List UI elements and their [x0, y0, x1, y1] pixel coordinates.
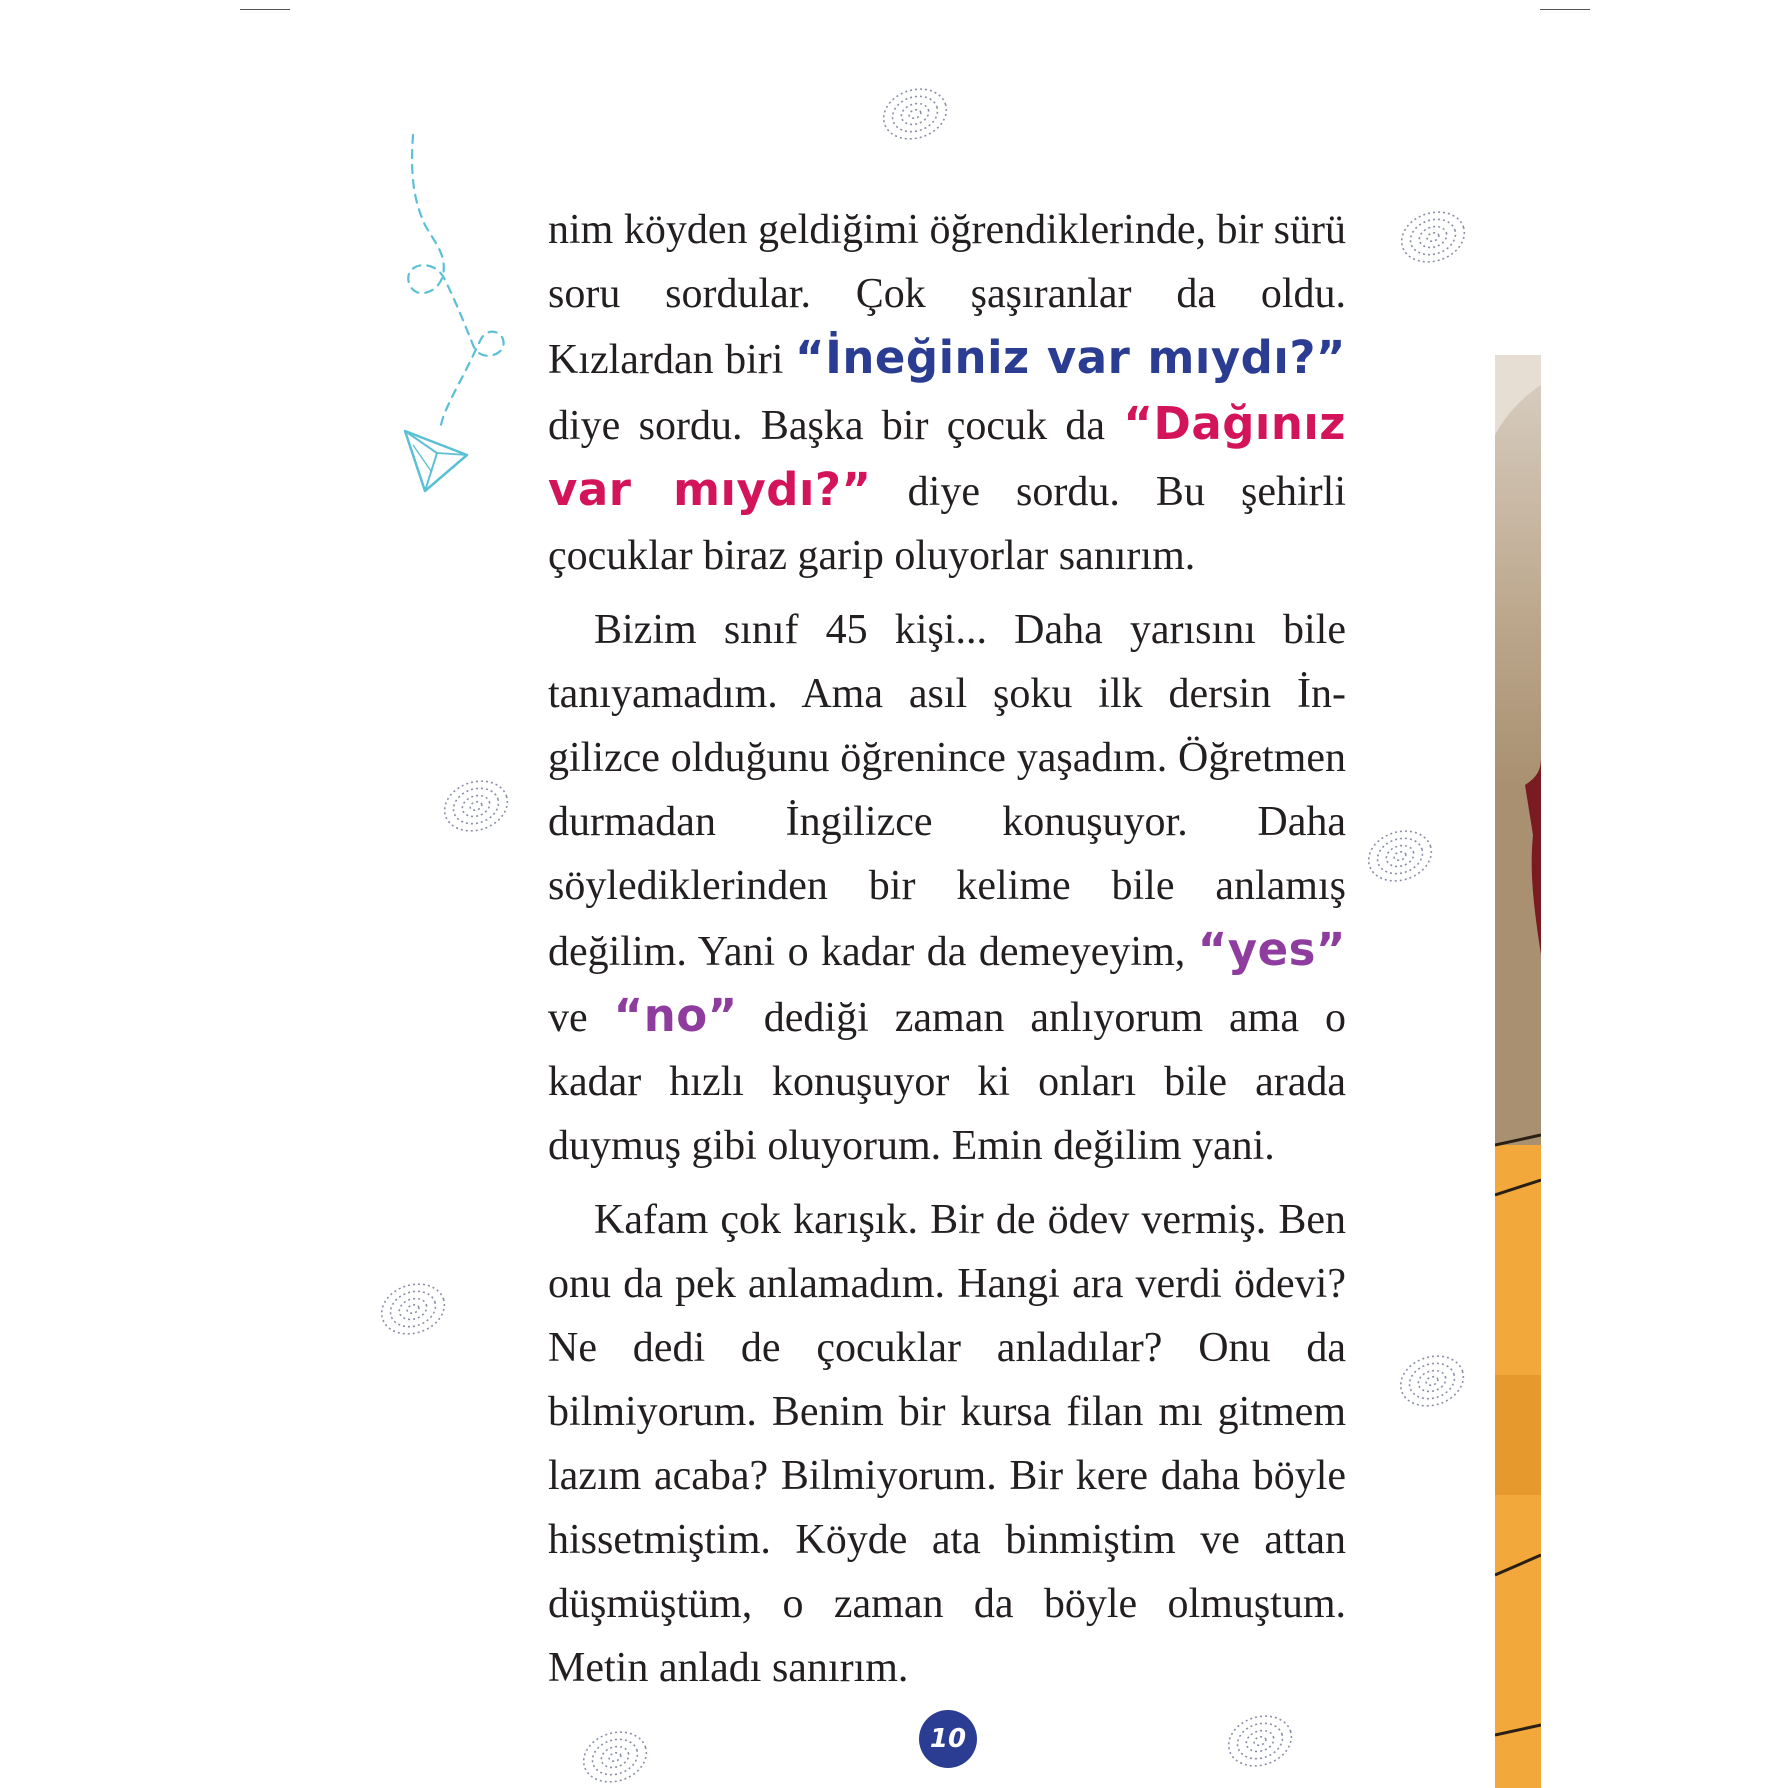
- quoted-question: “Dağınız var mıydı?”: [548, 397, 1346, 516]
- swirl-icon: [378, 1280, 448, 1338]
- swirl-icon: [1365, 827, 1435, 885]
- swirl-icon: [880, 85, 950, 143]
- text-run: ve: [548, 995, 614, 1041]
- text-run: Bizim sınıf 45 kişi... Daha yarısını bile tanıyamadım. Ama asıl şoku ilk dersin İngilizce olduğunu öğrenince yaşadım. Öğretmen durmadan İngilizce konuşuyor. Daha söylediklerinden bir kelime bile anlamış değilim. Yani o kadar da demeyeyim,: [548, 607, 1346, 975]
- page-number: 10: [929, 1724, 967, 1754]
- story-text: [548, 198, 1346, 1700]
- swirl-icon: [1398, 208, 1468, 266]
- swirl-icon: [580, 1728, 650, 1786]
- paragraph-1: [548, 198, 1346, 588]
- text-run: diye sordu. Başka bir çocuk da: [548, 403, 1124, 449]
- illustration-edge: [1495, 355, 1541, 1788]
- swirl-icon: [1225, 1712, 1295, 1770]
- quoted-question: “no”: [613, 989, 738, 1042]
- text-run: dediği zaman anlıyorum ama o kadar hızlı konuşuyor ki onları bile arada duymuş gibi oluyorum. Emin değilim yani.: [548, 995, 1346, 1169]
- crop-mark-right: [1540, 9, 1590, 10]
- quoted-question: “İneğiniz var mıydı?”: [795, 331, 1347, 384]
- swirl-icon: [441, 777, 511, 835]
- paragraph-3: [548, 1188, 1346, 1700]
- paper-plane-icon: [395, 125, 525, 505]
- swirl-icon: [1397, 1352, 1467, 1410]
- crop-mark-left: [240, 9, 290, 10]
- text-run: Kafam çok karışık. Bir de ödev vermiş. Ben onu da pek anlamadım. Hangi ara verdi ödevi? Ne dedi de çocuklar anladılar? Onu da bilmiyorum. Benim bir kursa filan mı gitmem lazım acaba? Bilmiyorum. Bir kere daha böyle hissetmiştim. Köyde ata binmiştim ve attan düşmüştüm, o zaman da böyle olmuştum. Metin anladı sanırım.: [548, 1197, 1346, 1691]
- text-run: nim köyden geldiğimi öğrendiklerinde, bir sürü soru sordular. Çok şaşıranlar da oldu. Kızlardan biri: [548, 207, 1346, 383]
- text-run: diye sordu. Bu şehirli çocuklar biraz garip oluyorlar sanırım.: [548, 469, 1346, 579]
- quoted-question: “yes”: [1197, 923, 1346, 976]
- paragraph-2: [548, 598, 1346, 1178]
- page-number-badge: [919, 1710, 977, 1768]
